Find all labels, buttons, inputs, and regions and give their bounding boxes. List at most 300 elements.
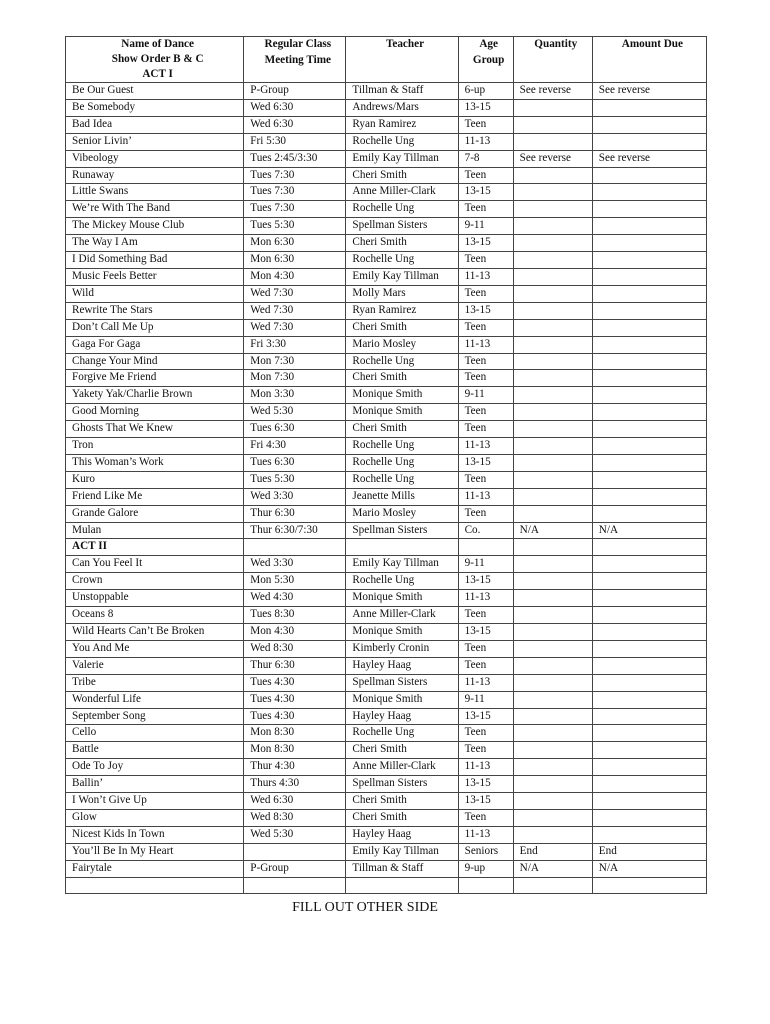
age-group-cell: Teen	[458, 640, 513, 657]
table-row	[66, 235, 707, 252]
dance-name-cell: Change Your Mind	[66, 353, 244, 370]
table-row	[66, 505, 707, 522]
quantity-cell[interactable]	[513, 691, 592, 708]
meeting-time-cell: Wed 5:30	[244, 826, 346, 843]
meeting-time-cell: Tues 5:30	[244, 471, 346, 488]
dance-name-cell: Nicest Kids In Town	[66, 826, 244, 843]
header-teacher-label: Teacher	[385, 38, 425, 50]
quantity-cell[interactable]	[513, 404, 592, 421]
table-row	[66, 590, 707, 607]
amount-due-cell[interactable]	[592, 387, 706, 404]
header-meeting-time	[244, 37, 346, 83]
amount-due-cell[interactable]	[592, 235, 706, 252]
meeting-time-cell: Tues 5:30	[244, 218, 346, 235]
quantity-cell[interactable]	[513, 268, 592, 285]
meeting-time-cell: Thur 6:30	[244, 505, 346, 522]
quantity-cell[interactable]	[513, 201, 592, 218]
age-group-cell: Teen	[458, 404, 513, 421]
header-meeting-line1: Regular Class	[264, 38, 332, 50]
age-group-cell: 11-13	[458, 133, 513, 150]
quantity-cell[interactable]	[513, 353, 592, 370]
age-group-cell: 13-15	[458, 454, 513, 471]
quantity-cell[interactable]	[513, 607, 592, 624]
table-row	[66, 319, 707, 336]
dance-name-cell: Don’t Call Me Up	[66, 319, 244, 336]
amount-due-cell[interactable]	[592, 809, 706, 826]
table-row	[66, 809, 707, 826]
quantity-cell[interactable]: See reverse	[513, 150, 592, 167]
dance-name-cell: Bad Idea	[66, 116, 244, 133]
meeting-time-cell: Wed 3:30	[244, 488, 346, 505]
quantity-cell[interactable]	[513, 826, 592, 843]
meeting-time-cell: Tues 4:30	[244, 674, 346, 691]
age-group-cell: 9-11	[458, 218, 513, 235]
dance-name-cell: I Did Something Bad	[66, 252, 244, 269]
age-group-cell: Co.	[458, 522, 513, 539]
age-group-cell: 9-11	[458, 691, 513, 708]
header-amount-due	[592, 37, 706, 83]
header-age-line2: Group	[472, 53, 505, 66]
quantity-cell[interactable]	[513, 302, 592, 319]
dance-name-cell: Cello	[66, 725, 244, 742]
table-row	[66, 759, 707, 776]
age-group-cell: 11-13	[458, 674, 513, 691]
amount-due-cell[interactable]	[592, 607, 706, 624]
header-teacher	[346, 37, 458, 83]
amount-due-cell[interactable]	[592, 725, 706, 742]
amount-due-cell[interactable]	[592, 438, 706, 455]
quantity-cell[interactable]	[513, 590, 592, 607]
age-group-cell: 13-15	[458, 708, 513, 725]
quantity-cell[interactable]	[513, 167, 592, 184]
amount-due-cell[interactable]	[592, 708, 706, 725]
quantity-cell[interactable]	[513, 133, 592, 150]
age-group-cell: 9-up	[458, 860, 513, 877]
age-group-cell: Teen	[458, 252, 513, 269]
amount-due-cell[interactable]	[592, 454, 706, 471]
teacher-cell: Tillman & Staff	[346, 83, 458, 100]
header-meeting-line2: Meeting Time	[264, 53, 332, 66]
age-group-cell: 13-15	[458, 573, 513, 590]
age-group-cell: 11-13	[458, 438, 513, 455]
table-row	[66, 573, 707, 590]
header-age-group	[458, 37, 513, 83]
amount-due-cell[interactable]	[592, 759, 706, 776]
act2-row	[66, 539, 707, 556]
amount-due-cell[interactable]	[592, 285, 706, 302]
amount-due-cell[interactable]	[592, 201, 706, 218]
quantity-cell[interactable]	[513, 235, 592, 252]
meeting-time-cell: Mon 4:30	[244, 624, 346, 641]
amount-due-cell[interactable]: See reverse	[592, 83, 706, 100]
age-group-cell: 13-15	[458, 184, 513, 201]
quantity-cell[interactable]: End	[513, 843, 592, 860]
dance-name-cell: Wonderful Life	[66, 691, 244, 708]
quantity-cell[interactable]	[513, 674, 592, 691]
teacher-cell: Hayley Haag	[346, 657, 458, 674]
quantity-cell[interactable]	[513, 438, 592, 455]
dance-name-cell: Gaga For Gaga	[66, 336, 244, 353]
table-row	[66, 285, 707, 302]
teacher-cell: Ryan Ramirez	[346, 302, 458, 319]
table-row	[66, 691, 707, 708]
amount-due-cell[interactable]	[592, 471, 706, 488]
age-group-cell: 13-15	[458, 776, 513, 793]
meeting-time-cell: Tues 7:30	[244, 184, 346, 201]
teacher-cell: Spellman Sisters	[346, 522, 458, 539]
meeting-time-cell: Wed 7:30	[244, 319, 346, 336]
dance-name-cell: Ode To Joy	[66, 759, 244, 776]
dance-name-cell: Ghosts That We Knew	[66, 421, 244, 438]
meeting-time-cell: Mon 7:30	[244, 370, 346, 387]
meeting-time-cell: Fri 5:30	[244, 133, 346, 150]
table-row	[66, 133, 707, 150]
age-group-cell: Teen	[458, 370, 513, 387]
quantity-cell[interactable]	[513, 556, 592, 573]
dance-name-cell: Forgive Me Friend	[66, 370, 244, 387]
teacher-cell: Monique Smith	[346, 624, 458, 641]
quantity-cell[interactable]	[513, 573, 592, 590]
age-group-cell: 6-up	[458, 83, 513, 100]
age-group-cell: 13-15	[458, 99, 513, 116]
teacher-cell: Cheri Smith	[346, 742, 458, 759]
amount-due-cell[interactable]	[592, 184, 706, 201]
amount-due-cell[interactable]	[592, 556, 706, 573]
meeting-time-cell: Thur 6:30/7:30	[244, 522, 346, 539]
quantity-cell[interactable]	[513, 454, 592, 471]
teacher-cell: Cheri Smith	[346, 370, 458, 387]
dance-name-cell: The Mickey Mouse Club	[66, 218, 244, 235]
quantity-cell[interactable]	[513, 99, 592, 116]
table-row	[66, 708, 707, 725]
dance-name-cell: Kuro	[66, 471, 244, 488]
meeting-time-cell: Tues 6:30	[244, 454, 346, 471]
table-row	[66, 454, 707, 471]
table-row	[66, 522, 707, 539]
teacher-cell: Rochelle Ung	[346, 353, 458, 370]
age-group-cell: Teen	[458, 167, 513, 184]
dance-name-cell: Can You Feel It	[66, 556, 244, 573]
dance-name-cell: We’re With The Band	[66, 201, 244, 218]
header-age-line1: Age	[479, 38, 498, 50]
amount-due-cell[interactable]	[592, 319, 706, 336]
amount-due-cell[interactable]	[592, 116, 706, 133]
empty-cell	[244, 877, 346, 894]
quantity-cell[interactable]: N/A	[513, 860, 592, 877]
meeting-time-cell: Wed 8:30	[244, 809, 346, 826]
amount-due-cell[interactable]: End	[592, 843, 706, 860]
amount-due-cell[interactable]	[592, 268, 706, 285]
meeting-time-cell: Mon 7:30	[244, 353, 346, 370]
table-row	[66, 421, 707, 438]
teacher-cell: Rochelle Ung	[346, 438, 458, 455]
teacher-cell: Cheri Smith	[346, 793, 458, 810]
teacher-cell: Kimberly Cronin	[346, 640, 458, 657]
amount-due-cell[interactable]	[592, 674, 706, 691]
amount-due-cell[interactable]	[592, 691, 706, 708]
age-group-cell: Teen	[458, 353, 513, 370]
dance-name-cell: Battle	[66, 742, 244, 759]
table-row	[66, 116, 707, 133]
amount-due-cell[interactable]	[592, 657, 706, 674]
amount-due-cell[interactable]	[592, 793, 706, 810]
amount-due-cell[interactable]	[592, 776, 706, 793]
dance-name-cell: Crown	[66, 573, 244, 590]
meeting-time-cell: Mon 4:30	[244, 268, 346, 285]
quantity-cell[interactable]	[513, 116, 592, 133]
amount-due-cell[interactable]	[592, 302, 706, 319]
table-row	[66, 860, 707, 877]
quantity-cell[interactable]	[513, 776, 592, 793]
meeting-time-cell: Mon 6:30	[244, 252, 346, 269]
meeting-time-cell: Mon 8:30	[244, 725, 346, 742]
header-quantity-label: Quantity	[534, 38, 578, 50]
quantity-cell[interactable]	[513, 793, 592, 810]
teacher-cell: Emily Kay Tillman	[346, 150, 458, 167]
quantity-cell[interactable]	[513, 370, 592, 387]
dance-name-cell: I Won’t Give Up	[66, 793, 244, 810]
meeting-time-cell: Fri 4:30	[244, 438, 346, 455]
empty-cell	[346, 877, 458, 894]
dance-name-cell: Fairytale	[66, 860, 244, 877]
header-quantity	[513, 37, 592, 83]
amount-due-cell[interactable]	[592, 133, 706, 150]
dance-name-cell: Wild Hearts Can’t Be Broken	[66, 624, 244, 641]
amount-due-cell[interactable]	[592, 505, 706, 522]
teacher-cell: Monique Smith	[346, 404, 458, 421]
dance-name-cell: Mulan	[66, 522, 244, 539]
table-row	[66, 184, 707, 201]
amount-due-cell[interactable]	[592, 488, 706, 505]
age-group-cell: 11-13	[458, 590, 513, 607]
meeting-time-cell: Tues 7:30	[244, 201, 346, 218]
meeting-time-cell: P-Group	[244, 860, 346, 877]
quantity-cell[interactable]	[513, 725, 592, 742]
quantity-cell[interactable]	[513, 742, 592, 759]
empty-cell	[244, 539, 346, 556]
quantity-cell[interactable]	[513, 285, 592, 302]
meeting-time-cell: Wed 8:30	[244, 640, 346, 657]
quantity-cell[interactable]: N/A	[513, 522, 592, 539]
teacher-cell: Rochelle Ung	[346, 252, 458, 269]
table-row	[66, 607, 707, 624]
age-group-cell: Teen	[458, 742, 513, 759]
meeting-time-cell: Tues 6:30	[244, 421, 346, 438]
age-group-cell: Seniors	[458, 843, 513, 860]
table-row	[66, 99, 707, 116]
meeting-time-cell: Tues 8:30	[244, 607, 346, 624]
quantity-cell[interactable]	[513, 252, 592, 269]
meeting-time-cell: Fri 3:30	[244, 336, 346, 353]
meeting-time-cell: Tues 7:30	[244, 167, 346, 184]
meeting-time-cell: Mon 8:30	[244, 742, 346, 759]
table-row	[66, 370, 707, 387]
teacher-cell: Emily Kay Tillman	[346, 843, 458, 860]
age-group-cell: Teen	[458, 201, 513, 218]
amount-due-cell[interactable]	[592, 167, 706, 184]
empty-cell[interactable]	[513, 877, 592, 894]
table-row	[66, 150, 707, 167]
amount-due-cell[interactable]	[592, 336, 706, 353]
amount-due-cell[interactable]	[592, 353, 706, 370]
dance-name-cell: You And Me	[66, 640, 244, 657]
meeting-time-cell: Tues 4:30	[244, 691, 346, 708]
quantity-cell[interactable]	[513, 218, 592, 235]
dance-name-cell: Music Feels Better	[66, 268, 244, 285]
table-row	[66, 268, 707, 285]
quantity-cell[interactable]	[513, 657, 592, 674]
age-group-cell: 11-13	[458, 759, 513, 776]
amount-due-cell[interactable]: N/A	[592, 860, 706, 877]
age-group-cell: 9-11	[458, 387, 513, 404]
meeting-time-cell: Mon 3:30	[244, 387, 346, 404]
meeting-time-cell: Tues 2:45/3:30	[244, 150, 346, 167]
fill-out-other-side-note: FILL OUT OTHER SIDE	[292, 900, 438, 915]
quantity-cell[interactable]	[513, 184, 592, 201]
age-group-cell: 11-13	[458, 268, 513, 285]
meeting-time-cell	[244, 843, 346, 860]
meeting-time-cell: Wed 4:30	[244, 590, 346, 607]
meeting-time-cell: P-Group	[244, 83, 346, 100]
meeting-time-cell: Wed 3:30	[244, 556, 346, 573]
dance-name-cell: Unstoppable	[66, 590, 244, 607]
teacher-cell: Rochelle Ung	[346, 471, 458, 488]
meeting-time-cell: Wed 7:30	[244, 285, 346, 302]
teacher-cell: Anne Miller-Clark	[346, 607, 458, 624]
dance-name-cell: Glow	[66, 809, 244, 826]
header-name-line1: Name of Dance	[121, 38, 194, 50]
header-name-line2: Show Order B & C	[111, 53, 204, 65]
dance-name-cell: September Song	[66, 708, 244, 725]
age-group-cell: 11-13	[458, 336, 513, 353]
table-row	[66, 843, 707, 860]
teacher-cell: Anne Miller-Clark	[346, 184, 458, 201]
amount-due-cell[interactable]	[592, 640, 706, 657]
teacher-cell: Emily Kay Tillman	[346, 268, 458, 285]
quantity-cell[interactable]	[513, 708, 592, 725]
dance-name-cell: Oceans 8	[66, 607, 244, 624]
teacher-cell: Cheri Smith	[346, 235, 458, 252]
amount-due-cell[interactable]	[592, 404, 706, 421]
amount-due-cell[interactable]	[592, 99, 706, 116]
teacher-cell: Mario Mosley	[346, 336, 458, 353]
teacher-cell: Rochelle Ung	[346, 454, 458, 471]
age-group-cell: Teen	[458, 809, 513, 826]
quantity-cell[interactable]	[513, 319, 592, 336]
meeting-time-cell: Tues 4:30	[244, 708, 346, 725]
quantity-cell[interactable]	[513, 624, 592, 641]
table-row	[66, 488, 707, 505]
teacher-cell: Monique Smith	[346, 387, 458, 404]
quantity-cell[interactable]	[513, 505, 592, 522]
meeting-time-cell: Wed 7:30	[244, 302, 346, 319]
empty-cell	[458, 539, 513, 556]
meeting-time-cell: Mon 6:30	[244, 235, 346, 252]
quantity-cell[interactable]	[513, 387, 592, 404]
teacher-cell: Monique Smith	[346, 691, 458, 708]
age-group-cell: 13-15	[458, 302, 513, 319]
amount-due-cell[interactable]	[592, 218, 706, 235]
dance-name-cell: Friend Like Me	[66, 488, 244, 505]
table-row	[66, 826, 707, 843]
age-group-cell: 11-13	[458, 826, 513, 843]
age-group-cell: 7-8	[458, 150, 513, 167]
amount-due-cell[interactable]	[592, 421, 706, 438]
meeting-time-cell: Thurs 4:30	[244, 776, 346, 793]
amount-due-cell[interactable]: N/A	[592, 522, 706, 539]
table-row	[66, 725, 707, 742]
dance-name-cell: Valerie	[66, 657, 244, 674]
dance-name-cell: Rewrite The Stars	[66, 302, 244, 319]
quantity-cell[interactable]	[513, 421, 592, 438]
quantity-cell[interactable]	[513, 809, 592, 826]
dance-name-cell: Ballin’	[66, 776, 244, 793]
teacher-cell: Mario Mosley	[346, 505, 458, 522]
dance-name-cell: Senior Livin’	[66, 133, 244, 150]
table-row	[66, 438, 707, 455]
table-row	[66, 624, 707, 641]
amount-due-cell[interactable]	[592, 370, 706, 387]
teacher-cell: Jeanette Mills	[346, 488, 458, 505]
dance-order-table	[65, 36, 707, 894]
teacher-cell: Andrews/Mars	[346, 99, 458, 116]
quantity-cell[interactable]	[513, 640, 592, 657]
dance-name-cell: Be Our Guest	[66, 83, 244, 100]
table-row	[66, 353, 707, 370]
table-row	[66, 218, 707, 235]
teacher-cell: Cheri Smith	[346, 421, 458, 438]
quantity-cell[interactable]	[513, 759, 592, 776]
amount-due-cell[interactable]	[592, 742, 706, 759]
age-group-cell: 11-13	[458, 488, 513, 505]
teacher-cell: Emily Kay Tillman	[346, 556, 458, 573]
quantity-cell[interactable]: See reverse	[513, 83, 592, 100]
quantity-cell[interactable]	[513, 488, 592, 505]
quantity-cell[interactable]	[513, 336, 592, 353]
teacher-cell: Cheri Smith	[346, 809, 458, 826]
age-group-cell: 13-15	[458, 235, 513, 252]
table-body	[66, 83, 707, 894]
amount-due-cell[interactable]: See reverse	[592, 150, 706, 167]
amount-due-cell[interactable]	[592, 573, 706, 590]
teacher-cell: Rochelle Ung	[346, 133, 458, 150]
dance-name-cell: The Way I Am	[66, 235, 244, 252]
table-row	[66, 404, 707, 421]
age-group-cell: 9-11	[458, 556, 513, 573]
meeting-time-cell: Wed 6:30	[244, 116, 346, 133]
meeting-time-cell: Thur 4:30	[244, 759, 346, 776]
teacher-cell: Hayley Haag	[346, 708, 458, 725]
amount-due-cell[interactable]	[592, 826, 706, 843]
dance-name-cell: Tron	[66, 438, 244, 455]
header-amount-label: Amount Due	[621, 38, 683, 50]
amount-due-cell[interactable]	[592, 252, 706, 269]
empty-cell	[458, 877, 513, 894]
dance-name-cell: Yakety Yak/Charlie Brown	[66, 387, 244, 404]
age-group-cell: Teen	[458, 505, 513, 522]
quantity-cell[interactable]	[513, 471, 592, 488]
table-row	[66, 674, 707, 691]
empty-cell[interactable]	[592, 877, 706, 894]
amount-due-cell[interactable]	[592, 590, 706, 607]
blank-row	[66, 877, 707, 894]
age-group-cell: Teen	[458, 471, 513, 488]
dance-name-cell: This Woman’s Work	[66, 454, 244, 471]
amount-due-cell[interactable]	[592, 624, 706, 641]
table-row	[66, 83, 707, 100]
table-row	[66, 742, 707, 759]
header-act1-label: ACT I	[142, 68, 173, 80]
